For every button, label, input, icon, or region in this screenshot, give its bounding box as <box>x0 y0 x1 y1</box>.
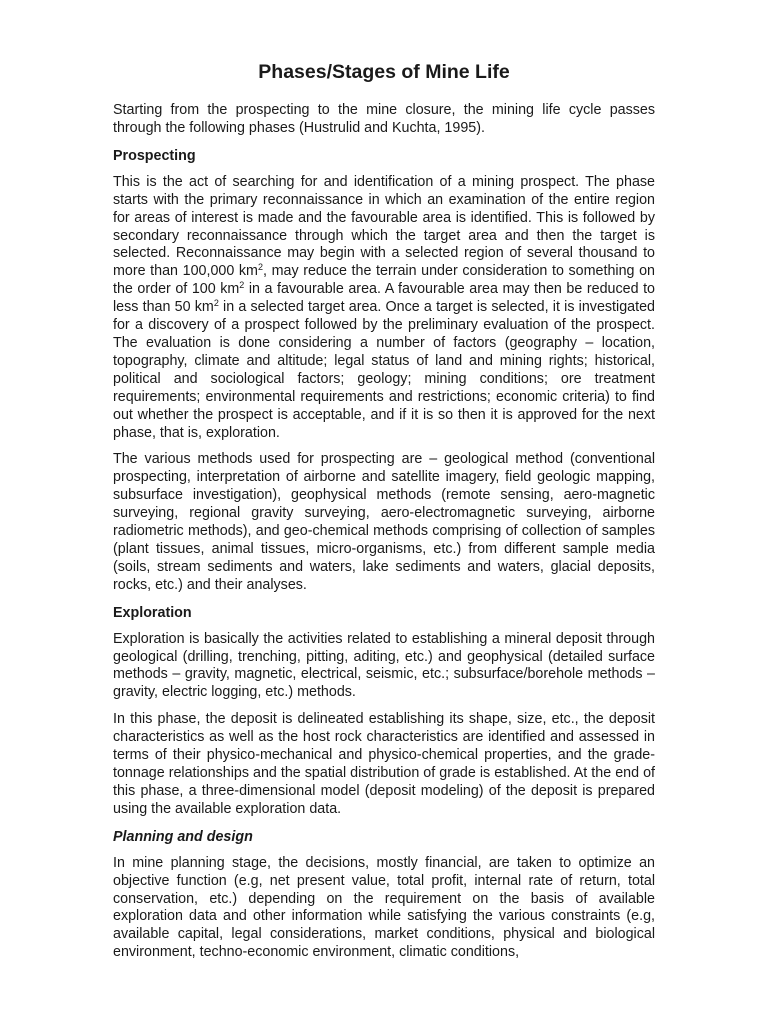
prospecting-paragraph-2: The various methods used for prospecting are – geological method (conventional prospecting, interpretation of airborne and satellite imagery, field geologic mapping, subsurface investigation), geophysical methods (remote sensing, aero-magnetic surveying, regional gravity surveying, aero-electromagnetic surveying, airborne radiometric methods), and geo-chemical methods comprising of collection of samples (plant tissues, animal tissues, micro-organisms, etc.) from different sample media (soils, stream sediments and waters, lake sediments and waters, glacial deposits, rocks, etc.) and their analyses. <box>113 451 655 593</box>
prospecting-paragraph-1 <box>113 174 655 443</box>
planning-paragraph-1: In mine planning stage, the decisions, mostly financial, are taken to optimize an objective function (e.g, net present value, total profit, internal rate of return, total conservation, etc.) depending on the requirement on the basis of available exploration data and other information while satisfying the various constraints (e.g, available capital, legal considerations, market conditions, physical and biological environment, techno-economic environment, climatic conditions, <box>113 854 655 961</box>
exploration-paragraph-2: In this phase, the deposit is delineated establishing its shape, size, etc., the deposit characteristics as well as the host rock characteristics are identified and assessed in terms of their physico-mechanical and physico-chemical properties, and the grade-tonnage relationships and the spatial distribution of grade is established. At the end of this phase, a three-dimensional model (deposit modeling) of the deposit is prepared using the available exploration data. <box>113 711 655 817</box>
intro-paragraph: Starting from the prospecting to the mine closure, the mining life cycle passes through the following phases (Hustrulid and Kuchta, 1995). <box>113 102 655 136</box>
heading-exploration: Exploration <box>113 604 192 621</box>
superscript: 2 <box>239 280 245 291</box>
text-run: in a selected target area. Once a target is selected, it is investigated for a discovery of a prospect followed by the preliminary evaluation of the prospect. The evaluation is done considering a number of factors (geography – location, topography, climate and altitude; legal status of land and mining rights; historical, political and sociological factors; geology; mining conditions; ore treatment requirements; environmental requirements and restrictions; economic criteria) to find out whether the prospect is acceptable, and if it is so then it is approved for the next phase, that is, exploration. <box>113 299 655 441</box>
text-run: in a favourable area. A favourable area may then be reduced to less than 50 km <box>113 281 655 316</box>
exploration-paragraph-1: Exploration is basically the activities related to establishing a mineral deposit through geological (drilling, trenching, pitting, aditing, etc.) and geophysical (detailed surface methods – gravity, magnetic, electrical, seismic, etc.; subsurface/borehole methods – gravity, electric logging, etc.) methods. <box>113 630 655 701</box>
page-title: Phases/Stages of Mine Life <box>258 61 510 83</box>
heading-planning-design: Planning and design <box>113 828 253 845</box>
superscript: 2 <box>213 298 219 309</box>
text-run: , may reduce the terrain under consideration to something on the order of 100 km <box>113 263 655 298</box>
document-page <box>113 58 655 971</box>
heading-prospecting: Prospecting <box>113 147 196 164</box>
text-run: This is the act of searching for and identification of a mining prospect. The phase starts with the primary reconnaissance in which an examination of the entire region for areas of interest is made and the favourable area is identified. This is followed by secondary reconnaissance through which the target area and then the target is selected. Reconnaissance may begin with a selected region of several thousand to more than 100,000 km <box>113 173 655 280</box>
superscript: 2 <box>257 262 263 273</box>
